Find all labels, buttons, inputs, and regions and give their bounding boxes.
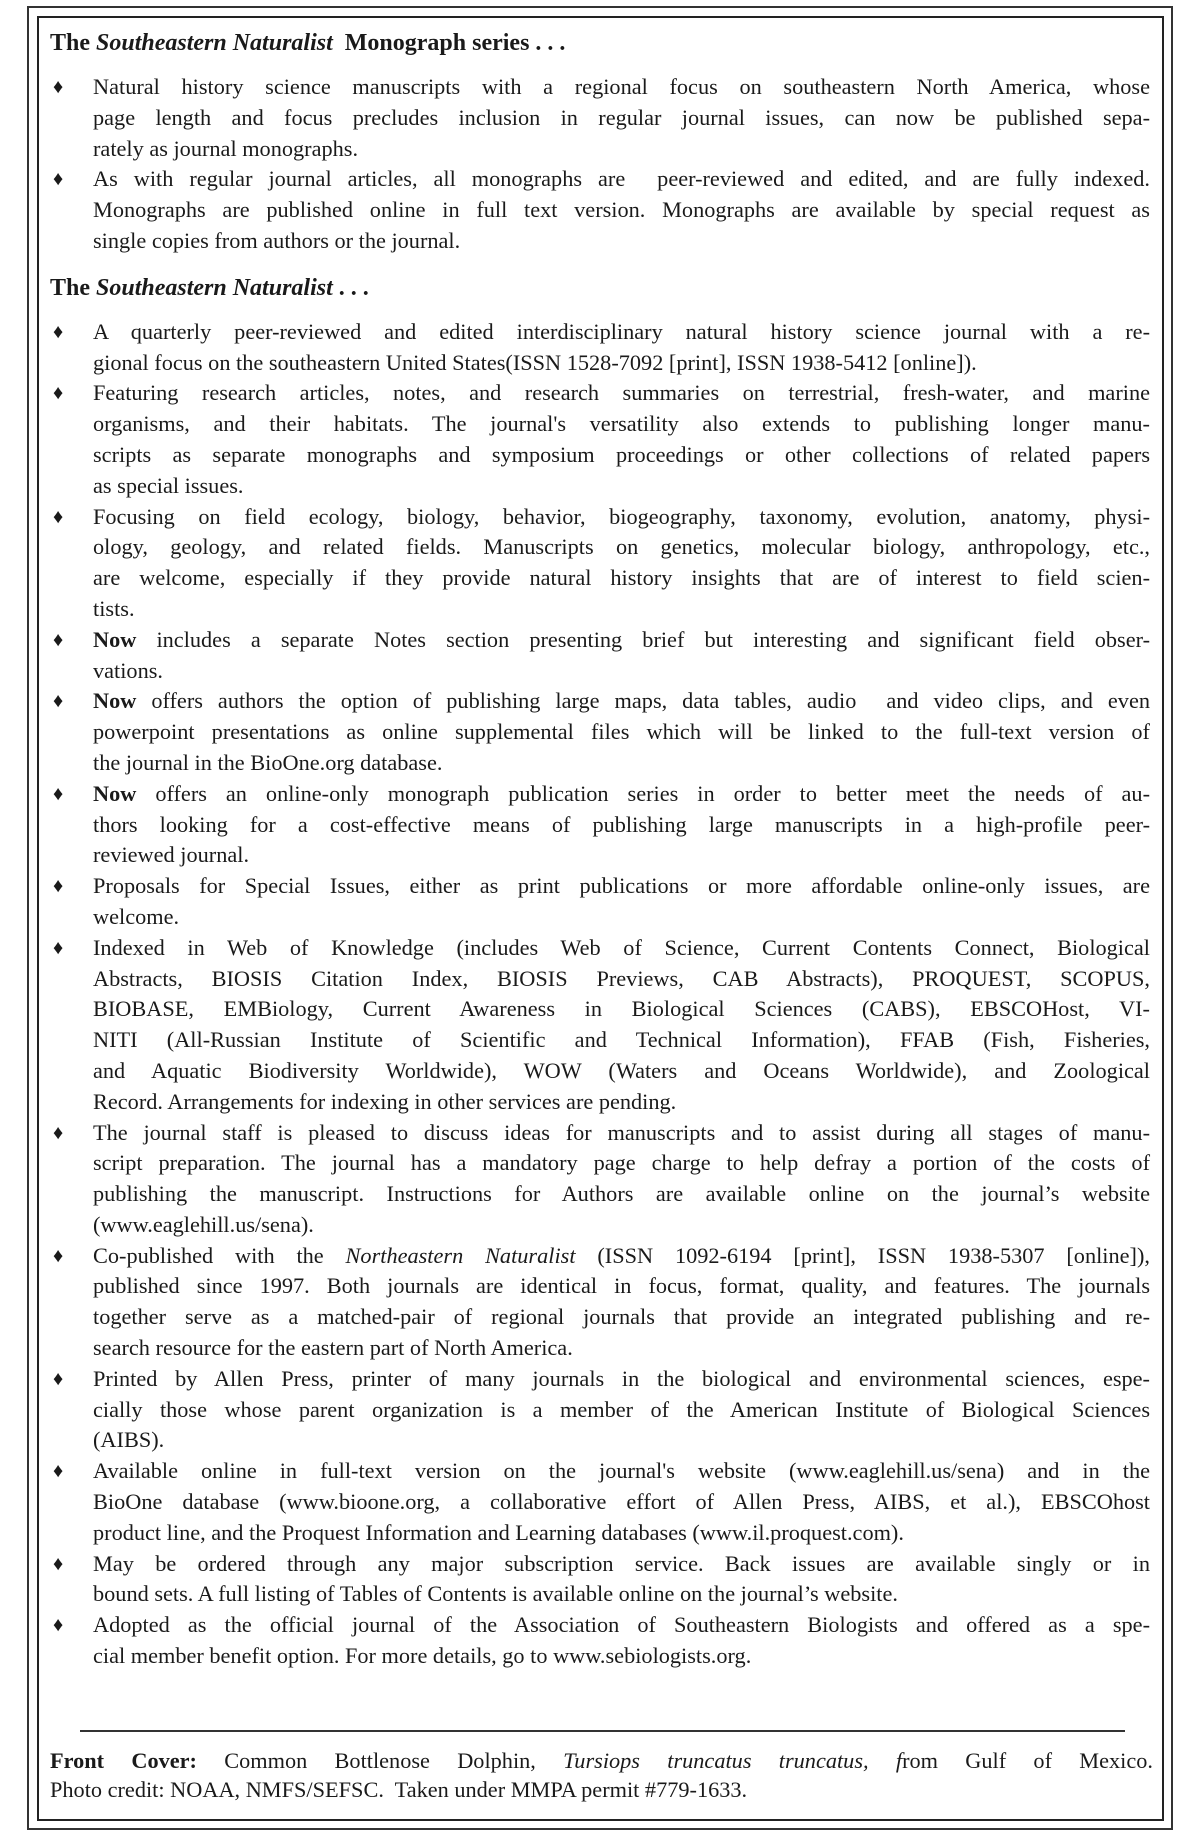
list-item [50,1610,1150,1672]
text-line [93,840,1150,871]
bold-text: Now [93,688,137,714]
text-line [93,1025,1150,1056]
text-line [93,226,1150,257]
diamond-bullet-icon: ♦ [53,76,64,98]
list-item [50,72,1150,164]
text-segment: Printed by Allen Press, printer of many journals in the biological and environmental sciences, espe- [93,1365,1150,1391]
italic-text: Northeastern Naturalist [345,1242,576,1268]
monograph-series-heading: The Southeastern Naturalist Monograph series . . . [50,30,566,56]
list-item [50,317,1150,379]
text-segment: May be ordered through any major subscription service. Back issues are available singly or in [93,1550,1150,1576]
text-line [93,103,1150,134]
diamond-bullet-icon: ♦ [53,382,64,405]
text-line [93,1056,1150,1087]
text-line [93,1302,1150,1333]
text-segment: BioOne database (www.bioone.org, a collaborative effort of Allen Press, AIBS, et al.), EBSCOhost [93,1489,1150,1515]
text-line [93,1148,1150,1179]
text-segment: publishing the manuscript. Instructions for Authors are available online on the journal’s website [93,1181,1150,1207]
text-line [93,1456,1150,1487]
list-item [50,1364,1150,1456]
text-line [93,502,1150,533]
text-segment: offers authors the option of publishing large maps, data tables, audio and video clips, and even [136,688,1150,714]
list-item [50,779,1150,871]
text-line [93,317,1150,348]
text-line [93,195,1150,226]
text-segment: together serve as a matched-pair of regional journals that provide an integrated publishing and re- [93,1304,1150,1330]
list-item [50,378,1150,501]
text-segment: Natural history science manuscripts with a regional focus on southeastern North America, whose [93,74,1150,99]
text-segment: rom Gulf of Mexico. [902,1748,1153,1773]
text-line [93,994,1150,1025]
list-item [50,164,1150,256]
text-segment: Featuring research articles, notes, and research summaries on terrestrial, fresh-water, and marine [93,380,1150,406]
diamond-bullet-icon: ♦ [53,936,64,959]
text-segment: rately as journal monographs. [93,135,359,161]
text-line [93,471,1150,502]
text-segment: Common Bottlenose Dolphin, [196,1748,564,1773]
text-segment: welcome. [93,903,180,929]
list-item [50,933,1150,1118]
text-segment: script preparation. The journal has a mandatory page charge to help defray a portion of the costs of [93,1150,1150,1176]
text-segment: bound sets. A full listing of Tables of Contents is available online on the journal’s website. [93,1581,898,1607]
text-segment: scripts as separate monographs and symposium proceedings or other collections of related papers [93,441,1150,467]
text-line [93,871,1150,902]
text-segment: page length and focus precludes inclusion in regular journal issues, can now be published sepa- [93,104,1150,130]
text-line [93,1364,1150,1395]
text-segment: are welcome, especially if they provide natural history insights that are of interest to field scien- [93,565,1150,591]
text-segment: As with regular journal articles, all monographs are peer-reviewed and edited, and are fully indexed. [93,166,1150,192]
bold-text: Front Cover: [50,1748,197,1773]
diamond-bullet-icon: ♦ [53,1121,64,1144]
diamond-bullet-icon: ♦ [53,320,64,343]
list-item [50,1456,1150,1548]
diamond-bullet-icon: ♦ [53,1244,64,1267]
diamond-bullet-icon: ♦ [53,1367,64,1390]
text-segment: reviewed journal. [93,842,250,868]
text-segment: thors looking for a cost-effective means of publishing large manuscripts in a high-profile peer- [93,811,1150,837]
text-line [93,378,1150,409]
text-line [93,902,1150,933]
text-line [93,1610,1150,1641]
list-item [50,625,1150,687]
text-line [93,810,1150,841]
text-line [93,1271,1150,1302]
diamond-bullet-icon: ♦ [53,1460,64,1483]
text-line [93,964,1150,995]
text-segment: powerpoint presentations as online supplemental files which will be linked to the full-text version of [93,719,1150,745]
text-line [93,625,1150,656]
text-segment: published since 1997. Both journals are identical in focus, format, quality, and features. The journals [93,1273,1150,1299]
text-line [93,1518,1150,1549]
text-segment: ology, geology, and related fields. Manuscripts on genetics, molecular biology, anthropology, etc., [93,534,1150,560]
text-line [93,1425,1150,1456]
text-line [93,933,1150,964]
text-segment: product line, and the Proquest Information and Learning databases (www.il.proquest.com). [93,1519,904,1545]
bold-text: Now [93,626,137,652]
text-line [93,532,1150,563]
list-item [50,871,1150,933]
text-segment: tists. [93,595,135,621]
text-line [93,1210,1150,1241]
text-segment: cial member benefit option. For more details, go to www.sebiologists.org. [93,1643,752,1669]
list-item [50,1241,1150,1364]
list-item [50,502,1150,625]
text-segment: the journal in the BioOne.org database. [93,749,443,775]
text-line [93,748,1150,779]
text-line [93,348,1150,379]
text-line [93,656,1150,687]
text-line [93,1087,1150,1118]
diamond-bullet-icon: ♦ [53,1552,64,1575]
text-line [93,686,1150,717]
text-line [93,717,1150,748]
text-line [93,409,1150,440]
text-line [93,563,1150,594]
text-segment: (www.eaglehill.us/sena). [93,1211,314,1237]
diamond-bullet-icon: ♦ [53,505,64,528]
diamond-bullet-icon: ♦ [53,875,64,898]
text-segment: Monographs are published online in full text version. Monographs are available by special request as [93,197,1150,223]
text-line [93,1241,1150,1272]
journal-bullet-list [50,317,1150,1672]
text-segment: cially those whose parent organization is a member of the American Institute of Biological Sciences [93,1396,1150,1422]
list-item [50,686,1150,778]
text-segment: single copies from authors or the journal. [93,227,461,253]
text-line [93,1179,1150,1210]
text-segment: offers an online-only monograph publication series in order to better meet the needs of au- [136,780,1150,806]
bold-text: Now [93,780,137,806]
text-segment: includes a separate Notes section presenting brief but interesting and significant field obser- [136,626,1150,652]
text-segment: (ISSN 1092-6194 [print], ISSN 1938-5307 [online]), [575,1242,1150,1268]
list-item [50,1118,1150,1241]
text-segment: Co-published with the [93,1242,346,1268]
text-segment: BIOBASE, EMBiology, Current Awareness in Biological Sciences (CABS), EBSCOHost, VI- [93,996,1150,1022]
text-segment: The journal staff is pleased to discuss ideas for manuscripts and to assist during all stages of manu- [93,1119,1150,1145]
journal-heading: The Southeastern Naturalist . . . [50,274,369,301]
text-line [93,1579,1150,1610]
text-line [93,1395,1150,1426]
text-segment: Adopted as the official journal of the Association of Southeastern Biologists and offered as a spe- [93,1612,1150,1638]
text-segment: and Aquatic Biodiversity Worldwide), WOW (Waters and Oceans Worldwide), and Zoological [93,1057,1150,1083]
text-segment: NITI (All-Russian Institute of Scientific and Technical Information), FFAB (Fish, Fisheries, [93,1027,1150,1053]
text-segment: Proposals for Special Issues, either as print publications or more affordable online-only issues, are [93,873,1150,899]
text-segment: Indexed in Web of Knowledge (includes Web of Science, Current Contents Connect, Biological [93,934,1150,960]
text-segment: Record. Arrangements for indexing in other services are pending. [93,1088,677,1114]
text-line [50,1746,1153,1775]
monograph-bullet-list [50,72,1150,257]
diamond-bullet-icon: ♦ [53,782,64,805]
text-line [93,594,1150,625]
text-segment: A quarterly peer-reviewed and edited interdisciplinary natural history science journal with a re- [93,318,1150,344]
text-line [93,72,1150,103]
footer-separator [80,1730,1125,1732]
text-line [93,1641,1150,1672]
text-segment: as special issues. [93,472,244,498]
text-line [93,1333,1150,1364]
text-line [93,134,1150,165]
text-segment: search resource for the eastern part of North America. [93,1335,573,1361]
text-line [93,1487,1150,1518]
text-line [50,1775,1153,1804]
text-segment: Abstracts, BIOSIS Citation Index, BIOSIS Previews, CAB Abstracts), PROQUEST, SCOPUS, [93,965,1150,991]
text-segment: (AIBS). [93,1427,165,1453]
text-segment [869,1748,896,1773]
text-line [93,440,1150,471]
italic-text: f [895,1748,903,1773]
diamond-bullet-icon: ♦ [53,628,64,651]
text-line [93,1549,1150,1580]
list-item [50,1549,1150,1611]
diamond-bullet-icon: ♦ [53,168,64,191]
text-line [93,1118,1150,1149]
diamond-bullet-icon: ♦ [53,1614,64,1637]
text-segment: vations. [93,657,163,683]
text-segment: gional focus on the southeastern United States(ISSN 1528-7092 [print], ISSN 1938-5412 [online]). [93,349,977,375]
text-segment: Focusing on field ecology, biology, behavior, biogeography, taxonomy, evolution, anatomy, physi- [93,503,1150,529]
front-cover-credit [50,1746,1153,1804]
text-segment: Available online in full-text version on the journal's website (www.eaglehill.us/sena) and in the [93,1458,1150,1484]
text-segment: organisms, and their habitats. The journal's versatility also extends to publishing longer manu- [93,411,1150,437]
page-content [50,28,1150,1672]
text-line [93,164,1150,195]
diamond-bullet-icon: ♦ [53,690,64,713]
italic-text: Tursiops truncatus truncatus, [563,1748,869,1773]
text-segment: Photo credit: NOAA, NMFS/SEFSC. Taken under MMPA permit #779-1633. [50,1777,748,1802]
text-line [93,779,1150,810]
